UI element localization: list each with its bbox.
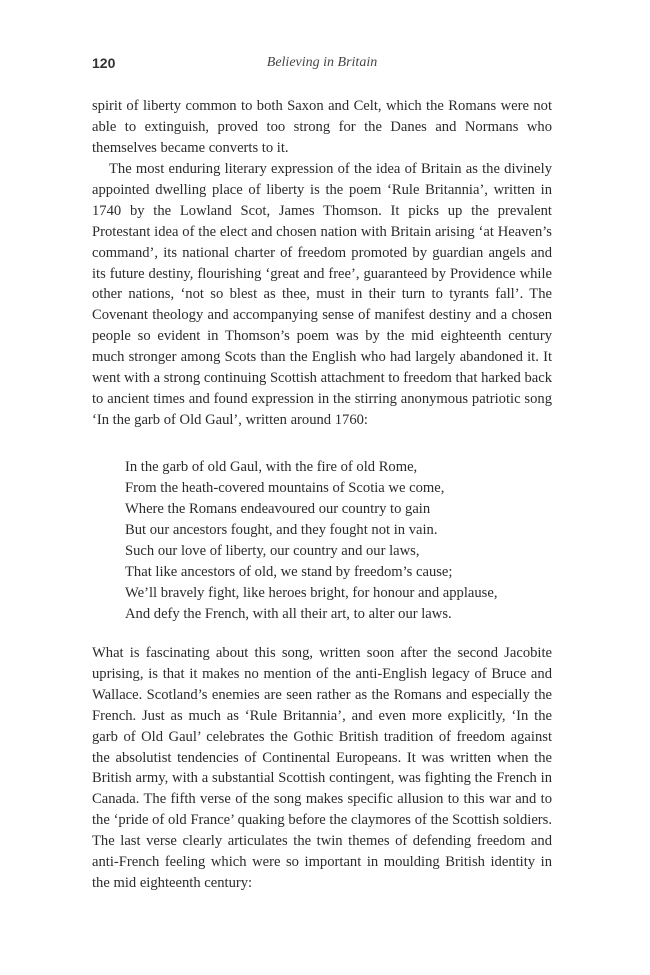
verse-line: In the garb of old Gaul, with the fire of old Rome, [125, 459, 418, 475]
verse-line: And defy the French, with all their art, to alter our laws. [125, 606, 452, 622]
page-header [92, 55, 552, 75]
paragraph-text: The most enduring literary expression of the idea of Britain as the divinely appointed dwelling place of liberty is the poem ‘Rule Britannia’, written in 1740 by the Lowland Scot, James Thomson. It picks up the prevalent Protestant idea of the elect and chosen nation with Britain arising ‘at Heaven’s command’, its national charter of freedom promoted by guardian angels and its future destiny, flourishing ‘great and free’, guaranteed by Providence while other nations, ‘not so blest as thee, must in their turn to tyrants fall’. The Covenant theology and accompanying sense of manifest destiny and a chosen people so evident in Thomson’s poem was by the mid eighteenth century much stronger among Scots than the English who had largely abandoned it. It went with a strong continuing Scottish attachment to freedom that harked back to ancient times and found expression in the stirring anonymous patriotic song ‘In the garb of Old Gaul’, written around 1760: [92, 161, 552, 428]
paragraph-song-analysis [92, 643, 552, 894]
paragraph-text: spirit of liberty common to both Saxon and Celt, which the Romans were not able to extinguish, proved too strong for the Danes and Normans who themselves became converts to it. [92, 98, 552, 156]
paragraph-rule-britannia [92, 159, 552, 431]
verse-line: We’ll bravely fight, like heroes bright, for honour and applause, [125, 585, 498, 601]
running-head: Believing in Britain [266, 55, 378, 70]
verse-line: Such our love of liberty, our country and our laws, [125, 543, 420, 559]
paragraph-text: What is fascinating about this song, written soon after the second Jacobite uprising, is that it makes no mention of the anti-English legacy of Bruce and Wallace. Scotland’s enemies are seen rather as the Romans and especially the French. Just as much as ‘Rule Britannia’, and even more explicitly, ‘In the garb of Old Gaul’ celebrates the Gothic British tradition of freedom against the absolutist tendencies of Continental Europeans. It was written when the British army, with a substantial Scottish contingent, was fighting the French in Canada. The fifth verse of the song makes specific allusion to this war and to the ‘pride of old France’ quaking before the claymores of the Scottish soldiers. The last verse clearly articulates the twin themes of defending freedom and anti-French feeling which were so important in moulding British identity in the mid eighteenth century: [92, 645, 552, 891]
paragraph-continuation [92, 96, 552, 159]
verse-line: From the heath-covered mountains of Scotia we come, [125, 480, 445, 496]
verse-quotation [125, 457, 545, 625]
verse-line: That like ancestors of old, we stand by freedom’s cause; [125, 564, 453, 580]
verse-line: Where the Romans endeavoured our country to gain [125, 501, 431, 517]
page-number: 120 [92, 55, 116, 71]
verse-line: But our ancestors fought, and they fought not in vain. [125, 522, 438, 538]
